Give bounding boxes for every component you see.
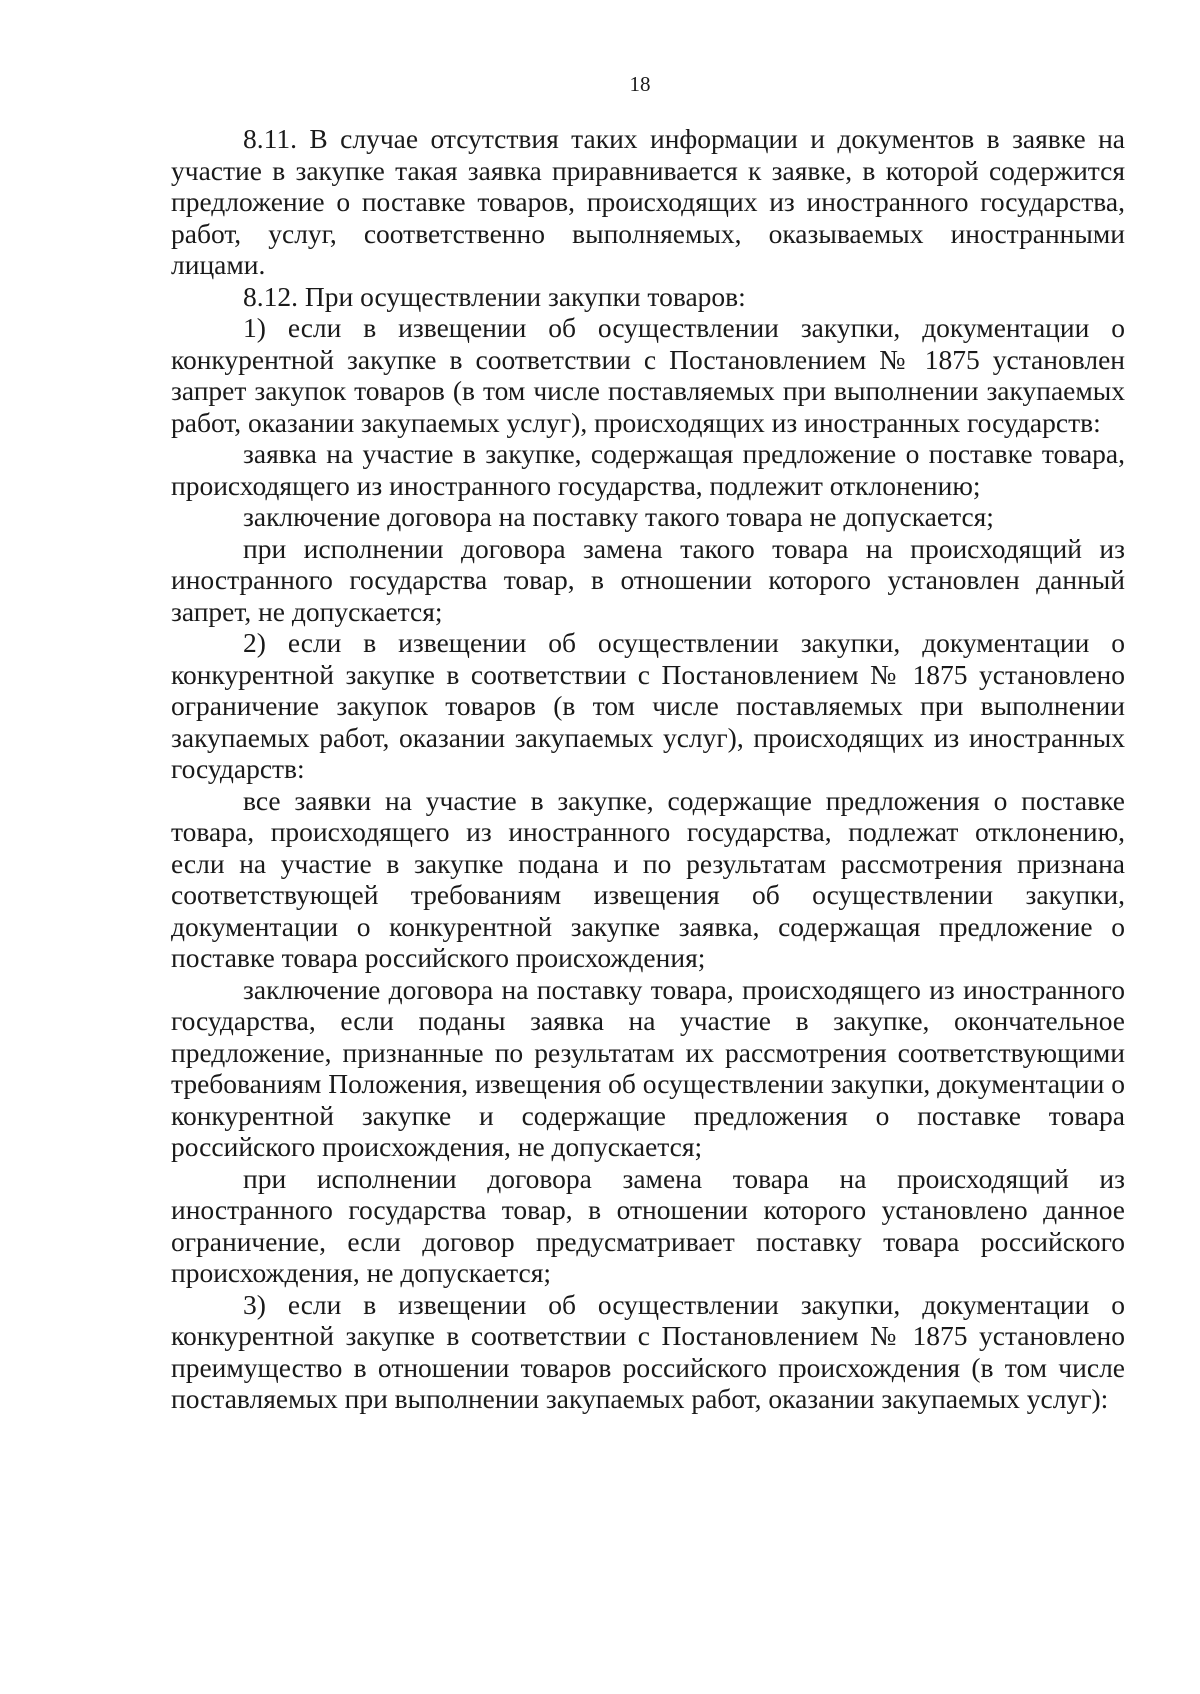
paragraph-item-2: 2) если в извещении об осуществлении закупки, документации о конкурентной закупке в соответствии с Постановлением № 1875 установлено ограничение закупок товаров (в том числе поставляемых при выполнении закупаемых работ, оказании закупаемых услуг), происходящих из иностранных государств: xyxy=(171,627,1125,784)
paragraph-8-11: 8.11. В случае отсутствия таких информации и документов в заявке на участие в закупке такая заявка приравнивается к заявке, в которой содержится предложение о поставке товаров, происходящих из иностранного государства, работ, услуг, соответственно выполняемых, оказываемых иностранными лицами. xyxy=(171,123,1125,280)
paragraph: заключение договора на поставку товара, происходящего из иностранного государства, если поданы заявка на участие в закупке, окончательное предложение, признанные по результатам их рассмотрения соответствующими требованиям Положения, извещения об осуществлении закупки, документации о конкурентной закупке и содержащие предложения о поставке товара российского происхождения, не допускается; xyxy=(171,973,1125,1162)
paragraph: при исполнении договора замена товара на происходящий из иностранного государства товар, в отношении которого установлено данное ограничение, если договор предусматривает поставку товара российского происхождения, не допускается; xyxy=(171,1162,1125,1288)
paragraph: при исполнении договора замена такого товара на происходящий из иностранного государства товар, в отношении которого установлен данный запрет, не допускается; xyxy=(171,532,1125,627)
paragraph: все заявки на участие в закупке, содержащие предложения о поставке товара, происходящего из иностранного государства, подлежат отклонению, если на участие в закупке подана и по результатам рассмотрения признана соответствующей требованиям извещения об осуществлении закупки, документации о конкурентной закупке заявка, содержащая предложение о поставке товара российского происхождения; xyxy=(171,784,1125,973)
paragraph-8-12: 8.12. При осуществлении закупки товаров: xyxy=(243,280,746,312)
paragraph: заключение договора на поставку такого товара не допускается; xyxy=(243,501,994,532)
paragraph-item-3: 3) если в извещении об осуществлении закупки, документации о конкурентной закупке в соответствии с Постановлением № 1875 установлено преимущество в отношении товаров российского происхождения (в том числе поставляемых при выполнении закупаемых работ, оказании закупаемых услуг): xyxy=(171,1288,1125,1414)
document-body xyxy=(171,123,1125,1415)
paragraph-item-1: 1) если в извещении об осуществлении закупки, документации о конкурентной закупке в соответствии с Постановлением № 1875 установлен запрет закупок товаров (в том числе поставляемых при выполнении закупаемых работ, оказании закупаемых услуг), происходящих из иностранных государств: xyxy=(171,312,1125,438)
page-number: 18 xyxy=(629,72,651,96)
paragraph: заявка на участие в закупке, содержащая предложение о поставке товара, происходящего из иностранного государства, подлежит отклонению; xyxy=(171,438,1125,501)
